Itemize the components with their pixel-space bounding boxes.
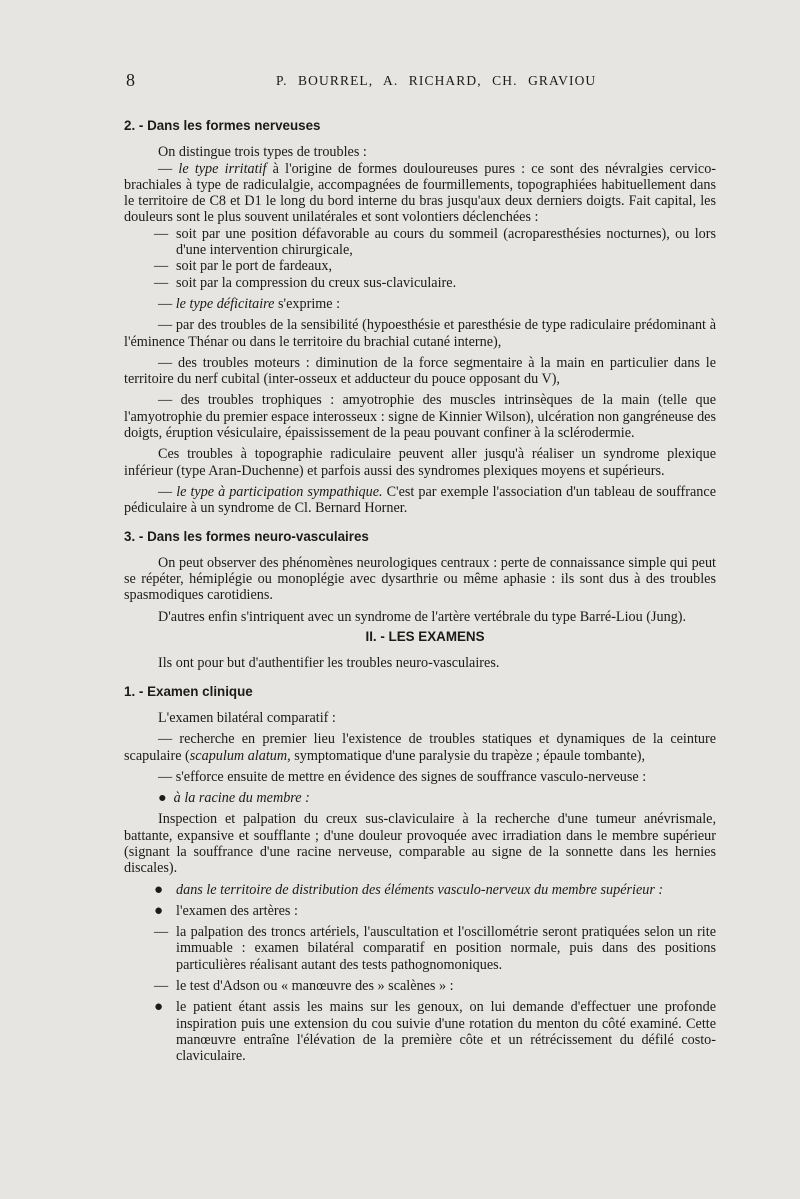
list-item-palpation: — la palpation des troncs artériels, l'auscultation et l'oscillométrie seront pratiquées selon un rite immuable : examen bilatéral comparatif en position normale, puis dans des positions particulières réalisant autant des tests pathognomoniques. [154, 924, 716, 973]
paragraph-deficit: — des troubles trophiques : amyotrophie des muscles intrinsèques de la main (telle que l'amyotrophie du premier espace interosseux : signe de Kinnier Wilson), ulcération non gangréneuse des doigts, éruption vésiculaire, épaississement de la peau pouvant confiner à la sclérodermie. [124, 392, 716, 442]
bullet-icon: ● [154, 999, 164, 1016]
running-head-authors: P. BOURREL, A. RICHARD, CH. GRAVIOU [276, 73, 597, 88]
paragraph-deficit: — des troubles moteurs : diminution de la force segmentaire à la main en particulier dans le territoire du nerf cubital (inter-osseux et adducteur du pouce opposant du V), [124, 354, 717, 388]
paragraph-souffrance-vasculo-nerveuse: — s'efforce ensuite de mettre en évidence des signes de souffrance vasculo-nerveuse : [158, 768, 647, 785]
bullet-arteres: ● l'examen des artères : [154, 902, 298, 919]
term-type-sympathique: le type à participation sympathique. [176, 483, 383, 500]
section-heading-examen-clinique: 1. - Examen clinique [124, 683, 253, 699]
term-type-deficitaire: le type déficitaire [175, 295, 275, 312]
paragraph-intro-troubles: On distingue trois types de troubles : [158, 144, 367, 161]
list-item-trigger: — soit par une position défavorable au cours du sommeil (acroparesthésies nocturnes), ou lors d'une intervention chirurgicale, [154, 225, 716, 259]
part-title-examens: II. - LES EXAMENS [365, 629, 485, 645]
paragraph-artere-vertebrale: D'autres enfin s'intriquent avec un syndrome de l'artère vertébrale du type Barré-Liou (Jung). [158, 608, 687, 625]
term-type-irritatif: le type irritatif [178, 160, 267, 177]
page-header [0, 70, 800, 92]
bullet-territoire: ● dans le territoire de distribution des éléments vasculo-nerveux du membre supérieur : [154, 881, 664, 898]
paragraph-ceinture-scapulaire: — recherche en premier lieu l'existence de troubles statiques et dynamiques de la ceinture scapulaire (scapulum alatum, symptomatique d'une paralysie du trapèze ; épaule tombante), [124, 731, 717, 764]
paragraph-examens-intro: Ils ont pour but d'authentifier les troubles neuro-vasculaires. [158, 655, 500, 672]
paragraph-type-irritatif: — le type irritatif à l'origine de formes douloureuses pures : ce sont des névralgies cervico-brachiales à type de radiculalgie, accompagnées de fourmillements, topographiées habituellement dans le territoire de C8 et D1 le long du bord interne du bras jusqu'aux deux derniers doigts. Fait capital, les douleurs sont le plus souvent unilatérales et sont volontiers déclenchées : [124, 160, 717, 226]
paragraph-type-sympathique: — le type à participation sympathique. C'est par exemple l'association d'un tableau de souffrance pédiculaire à un syndrome de Cl. Bernard Horner. [124, 483, 716, 517]
paragraph-type-deficitaire: — le type déficitaire s'exprime : [158, 295, 341, 312]
paragraph-deficit: — par des troubles de la sensibilité (hypoesthésie et paresthésie de type radiculaire prédominant à l'éminence Thénar ou dans le territoire du brachial cutané interne), [124, 317, 716, 350]
page-number: 8 [126, 70, 135, 90]
bullet-icon: ● [154, 881, 164, 898]
paragraph-examen-bilateral: L'examen bilatéral comparatif : [158, 709, 336, 726]
bullet-racine-membre: ● à la racine du membre : [158, 790, 310, 807]
section-heading-neuro-vasculaires: 3. - Dans les formes neuro-vasculaires [124, 528, 369, 544]
list-item-trigger: — soit par le port de fardeaux, [154, 258, 333, 275]
list-item-trigger: — soit par la compression du creux sus-claviculaire. [154, 274, 457, 291]
bullet-icon: ● [154, 902, 164, 919]
paragraph-inspection: Inspection et palpation du creux sus-claviculaire à la recherche d'une tumeur anévrismale, battante, expansive et soufflante ; d'une douleur provoquée avec irradiation dans le membre supérieur (signant la souffrance d'une racine nerveuse, comparable au signe de la sonnette dans les hernies discales). [124, 811, 716, 877]
paragraph-phenomenes-centraux: On peut observer des phénomènes neurologiques centraux : perte de connaissance simple qui peut se répéter, hémiplégie ou monoplégie avec dysarthrie ou même aphasie : ils sont dus à des troubles spasmodiques carotidiens. [124, 554, 716, 604]
bullet-patient: ● le patient étant assis les mains sur les genoux, on lui demande d'effectuer une profonde inspiration puis une extension du cou suivie d'une rotation du menton du côté examiné. Cette manœuvre entraîne l'élévation de la première côte et un rétrécissement du défilé costo-claviculaire. [154, 999, 716, 1065]
bullet-icon: ● [158, 790, 167, 807]
body-text [124, 118, 716, 1065]
section-heading-formes-nerveuses: 2. - Dans les formes nerveuses [124, 118, 321, 133]
paragraph-radicular: Ces troubles à topographie radiculaire peuvent aller jusqu'à réaliser un syndrome plexique inférieur (type Aran-Duchenne) et parfois aussi des syndromes plexiques moyens et supérieurs. [124, 446, 716, 479]
list-item-adson: — le test d'Adson ou « manœuvre des » scalènes » : [154, 978, 454, 995]
